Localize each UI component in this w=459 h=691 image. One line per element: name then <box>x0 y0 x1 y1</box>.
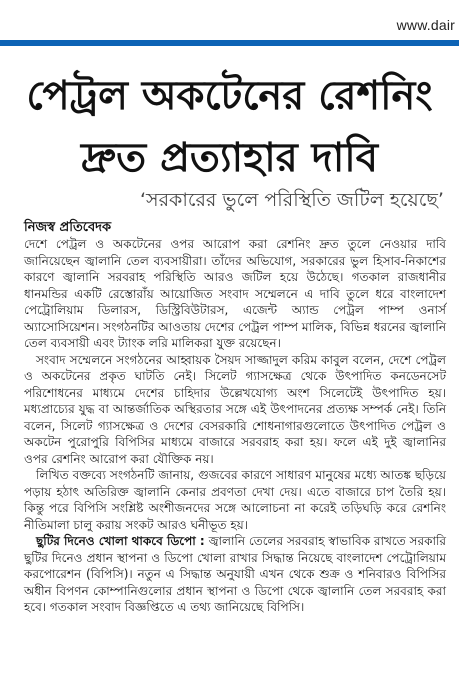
article-paragraph-text: জ্বালানি তেলের সরবরাহ স্বাভাবিক রাখতে সরকারি ছুটির দিনেও প্রধান স্থাপনা ও ডিপো খোলা রাখার সিদ্ধান্ত নিয়েছে বাংলাদেশ পেট্রোলিয়াম করপোরেশন (বিপিসি)। নতুন এ সিদ্ধান্ত অনুযায়ী এখন থেকে শুক্র ও শনিবারও বিপিসির অধীন বিপণন কোম্পানিগুলোর প্রধান স্থাপনা ও ডিপো থেকে জ্বালানি তেল সরবরাহ করা হবে। গতকাল সংবাদ বিজ্ঞপ্তিতে এ তথ্য জানিয়েছে বিপিসি। <box>24 534 446 614</box>
subheadline-quote: ‘সরকারের ভুলে পরিস্থিতি জটিল হয়েছে’ <box>140 189 444 211</box>
crosshead: ছুটির দিনেও খোলা থাকবে ডিপো : <box>36 534 205 548</box>
headline-line-2: দ্রুত প্রত্যাহার দাবি <box>80 135 379 181</box>
byline: নিজস্ব প্রতিবেদক <box>24 220 112 235</box>
article-paragraph: দেশে পেট্রল ও অকটেনের ওপর আরোপ করা রেশনিং দ্রুত তুলে নেওয়ার দাবি জানিয়েছেন জ্বালানি তেল ব্যবসায়ীরা। তাঁদের অভিযোগ, সরকারের ভুল হিসাব-নিকাশের কারণে জ্বালানি সরবরাহ পরিস্থিতি আরও জটিল হয়ে উঠেছে। গতকাল রাজধানীর ধানমন্ডির একটি রেস্তোরাঁয় আয়োজিত সংবাদ সম্মেলনে এ দাবি তুলে ধরে বাংলাদেশ পেট্রোলিয়াম ডিলারস, ডিস্ট্রিবিউটারস, এজেন্ট অ্যান্ড পেট্রল পাম্প ওনার্স অ্যাসোসিয়েশন। সংগঠনটির আওতায় দেশের পেট্রল পাম্প মালিক, বিভিন্ন ধরনের জ্বালানি তেল ব্যবসায়ী এবং ট্যাংক লরি মালিকরা যুক্ত রয়েছেন। <box>24 237 446 350</box>
site-header <box>0 0 459 38</box>
article-body <box>24 236 446 616</box>
site-url-fragment: www.dair <box>396 17 455 33</box>
article-paragraph: সংবাদ সম্মেলনে সংগঠনের আহ্বায়ক সৈয়দ সাজ্জাদুল করিম কাবুল বলেন, দেশে পেট্রল ও অকটেনের প্রকৃত ঘাটতি নেই। সিলেট গ্যাসক্ষেত্র থেকে উৎপাদিত কনডেনসেট পরিশোধনের মাধ্যমে দেশের চাহিদার উল্লেখযোগ্য অংশ সিলেটেই উৎপাদিত হয়। মধ্যপ্রাচ্যের যুদ্ধ বা আন্তর্জাতিক অস্থিরতার সঙ্গে এই উৎপাদনের প্রত্যক্ষ সম্পর্ক নেই। তিনি বলেন, সিলেট গ্যাসক্ষেত্র ও দেশের বেসরকারি শোধনাগারগুলোতে উৎপাদিত পেট্রল ও অকটেন পুরোপুরি বিপিসির মাধ্যমে বাজারে সরবরাহ করা হয়। ফলে এই দুই জ্বালানির ওপর রেশনিং আরোপ করা যৌক্তিক নয়। <box>24 352 446 466</box>
headline-line-1: পেট্রল অকটেনের রেশনিং <box>26 73 433 119</box>
article-paragraph <box>24 533 446 616</box>
article-paragraph: লিখিত বক্তব্যে সংগঠনটি জানায়, গুজবের কারণে সাধারণ মানুষের মধ্যে আতঙ্ক ছড়িয়ে পড়ায় হঠাৎ অতিরিক্ত জ্বালানি কেনার প্রবণতা দেখা দেয়। এতে বাজারে চাপ তৈরি হয়। কিন্তু পরে বিপিসি সংশ্লিষ্ট অংশীজনদের সঙ্গে আলোচনা না করেই তড়িঘড়ি করে রেশনিং নীতিমালা চালু করায় সংকট আরও ঘনীভূত হয়। <box>24 468 446 532</box>
accent-rule <box>0 40 459 46</box>
